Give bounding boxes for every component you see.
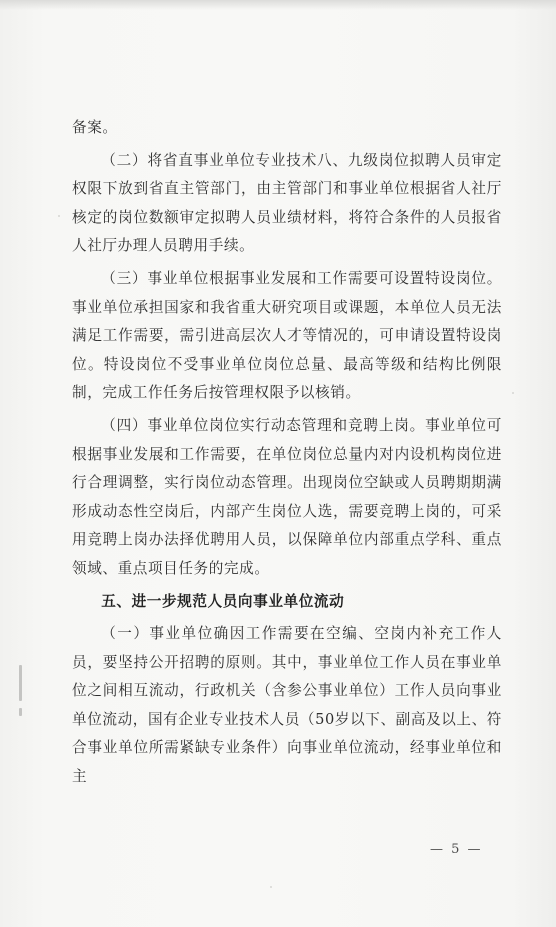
scan-speck (270, 886, 272, 888)
scan-speck (512, 392, 514, 394)
paragraph-section-5-item-1: （一）事业单位确因工作需要在空编、空岗内补充工作人员，要坚持公开招聘的原则。其中，事业单位工作人员在事业单位之间相互流动，行政机关（含参公事业单位）工作人员向事业单位流动，国有企业专业技术人员（50岁以下、副高及以上、符合事业单位所需紧缺专业条件）向事业单位流动，经事业单位和主 (72, 625, 503, 786)
binding-hole-mark (19, 708, 22, 716)
document-body (72, 114, 502, 792)
scan-speck (58, 215, 60, 217)
binding-hole-mark (19, 665, 22, 701)
scan-top-edge-shadow (0, 0, 556, 10)
paragraph-item-3: （三）事业单位根据事业发展和工作需要可设置特设岗位。事业单位承担国家和我省重大研究项目或课题，本单位人员无法满足工作需要，需引进高层次人才等情况的，可申请设置特设岗位。特设岗位不受事业单位岗位总量、最高等级和结构比例限制，完成工作任务后按管理权限予以核销。 (72, 269, 502, 402)
paragraph-continuation: 备案。 (72, 119, 118, 136)
paragraph-item-2: （二）将省直事业单位专业技术八、九级岗位拟聘人员审定权限下放到省直主管部门，由主管部门和事业单位根据省人社厅核定的岗位数额审定拟聘人员业绩材料，将符合条件的人员报省人社厅办理人员聘用手续。 (72, 151, 502, 255)
page-number: — 5 — (430, 842, 483, 857)
section-heading-5: 五、进一步规范人员向事业单位流动 (101, 592, 345, 610)
paragraph-item-4: （四）事业单位岗位实行动态管理和竞聘上岗。事业单位可根据事业发展和工作需要，在单位岗位总量内对内设机构岗位进行合理调整，实行岗位动态管理。出现岗位空缺或人员聘期期满形成动态性空岗后，内部产生岗位人选，需要竞聘上岗的，可采用竞聘上岗办法择优聘用人员，以保障单位内部重点学科、重点领域、重点项目任务的完成。 (72, 416, 502, 577)
